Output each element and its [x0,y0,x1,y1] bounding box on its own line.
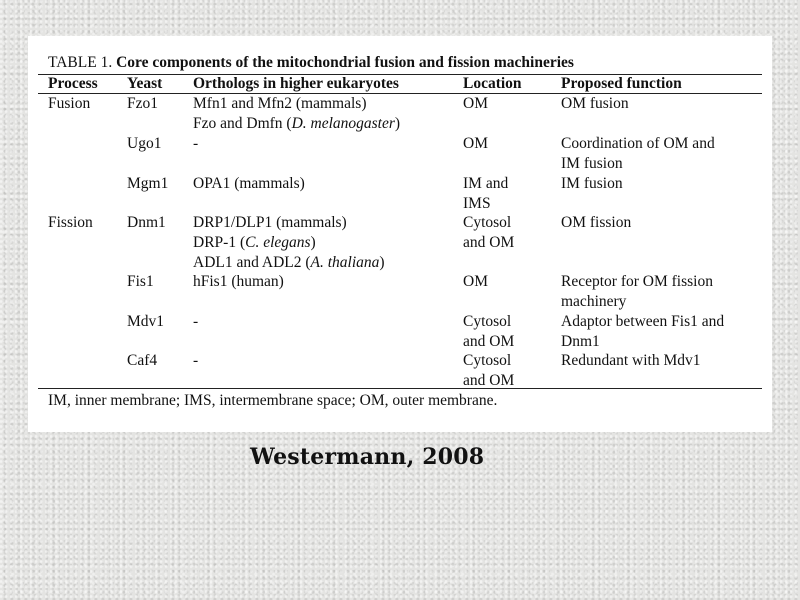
cell-location: OM [463,273,488,290]
cell-yeast: Fis1 [127,273,154,290]
cell-function: OM fusion [561,95,629,112]
cell-location: OM [463,95,488,112]
ortholog-line: DRP-1 (C. elegans) [193,234,316,251]
cell-location: IM and IMS [463,175,509,212]
cell-orthologs [193,134,198,154]
cell-orthologs [193,351,198,371]
header-yeast: Yeast [127,75,163,92]
cell-yeast: Mdv1 [127,313,165,330]
ortholog-line: Mfn1 and Mfn2 (mammals) [193,95,367,112]
cell-yeast: Caf4 [127,352,158,369]
ortholog-line: Fzo and Dmfn (D. melanogaster) [193,115,401,132]
cell-process: Fission [48,214,93,231]
cell-function: IM fusion [561,175,623,192]
cell-orthologs [193,174,305,194]
ortholog-line: ADL1 and ADL2 (A. thaliana) [193,254,385,271]
ortholog-line: OPA1 (mammals) [193,175,305,192]
ortholog-line: - [193,352,199,369]
cell-location: OM [463,135,488,152]
citation-credit: Westermann, 2008 [250,444,485,470]
cell-function: Redundant with Mdv1 [561,352,701,369]
ortholog-line: - [193,135,199,152]
cell-orthologs [193,94,400,134]
ortholog-line: DRP1/DLP1 (mammals) [193,214,347,231]
cell-function: Receptor for OM fission machinery [561,273,713,310]
ortholog-line: - [193,313,199,330]
table-title [48,54,574,72]
cell-yeast: Fzo1 [127,95,158,112]
cell-function: Coordination of OM and IM fusion [561,135,715,172]
species-name: A. thaliana [310,254,380,271]
cell-location: Cytosol and OM [463,352,515,389]
ortholog-line: hFis1 (human) [193,273,284,290]
table-panel [28,36,772,432]
header-process: Process [48,75,98,92]
cell-yeast: Ugo1 [127,135,162,152]
cell-process: Fusion [48,95,91,112]
header-location: Location [463,75,522,92]
cell-yeast: Mgm1 [127,175,169,192]
cell-yeast: Dnm1 [127,214,166,231]
species-name: D. melanogaster [291,115,395,132]
bottom-rule [38,388,762,389]
table-number: TABLE 1. [48,54,117,71]
cell-orthologs [193,272,284,292]
cell-function: OM fission [561,214,632,231]
table-caption: Core components of the mitochondrial fusion and fission machineries [116,54,574,71]
species-name: C. elegans [245,234,311,251]
table-footnote: IM, inner membrane; IMS, intermembrane space; OM, outer membrane. [48,392,498,409]
cell-location: Cytosol and OM [463,313,515,350]
cell-orthologs [193,312,198,332]
cell-orthologs [193,213,385,273]
header-function: Proposed function [561,75,682,92]
header-orthologs: Orthologs in higher eukaryotes [193,75,399,92]
cell-function: Adaptor between Fis1 and Dnm1 [561,313,725,350]
cell-location: Cytosol and OM [463,214,515,251]
